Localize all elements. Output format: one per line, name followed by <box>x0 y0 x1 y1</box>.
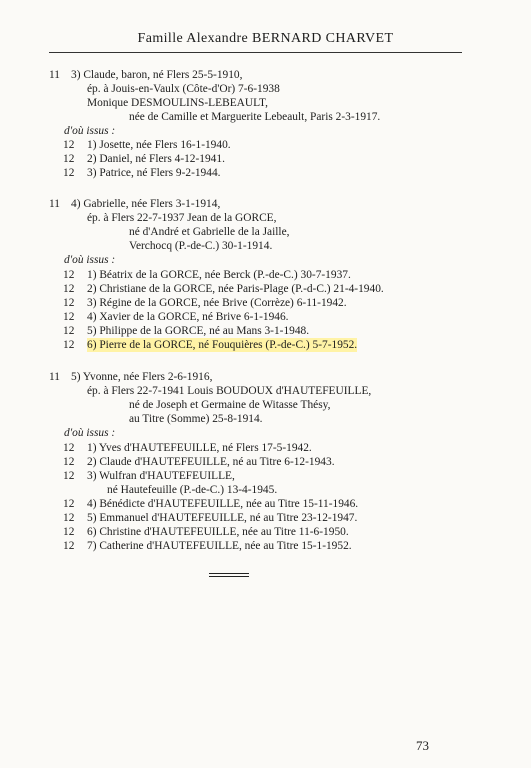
entry-line: au Titre (Somme) 25-8-1914. <box>129 413 263 425</box>
issus-label: d'où issus : <box>64 427 116 439</box>
generation-number: 12 <box>63 498 75 510</box>
child-entry: 2) Claude d'HAUTEFEUILLE, né au Titre 6-12-1943. <box>87 456 335 468</box>
entry-line: 4) Gabrielle, née Flers 3-1-1914, <box>71 198 221 210</box>
generation-number: 11 <box>49 69 60 81</box>
header-rule <box>49 52 462 53</box>
generation-number: 12 <box>63 283 75 295</box>
child-entry: 2) Daniel, né Flers 4-12-1941. <box>87 153 225 165</box>
generation-number: 12 <box>63 311 75 323</box>
generation-number: 12 <box>63 512 75 524</box>
child-entry: 4) Bénédicte d'HAUTEFEUILLE, née au Titre 15-11-1946. <box>87 498 359 510</box>
child-entry: 5) Emmanuel d'HAUTEFEUILLE, né au Titre 23-12-1947. <box>87 512 358 524</box>
highlighted-child-entry: 6) Pierre de la GORCE, né Fouquières (P.-de-C.) 5-7-1952. <box>87 339 358 351</box>
child-entry: 7) Catherine d'HAUTEFEUILLE, née au Titre 15-1-1952. <box>87 540 352 552</box>
generation-number: 12 <box>63 442 75 454</box>
entry-line: 3) Claude, baron, né Flers 25-5-1910, <box>71 69 243 81</box>
issus-label: d'où issus : <box>64 254 116 266</box>
child-entry: 1) Josette, née Flers 16-1-1940. <box>87 139 231 151</box>
child-entry: 1) Béatrix de la GORCE, née Berck (P.-de-C.) 30-7-1937. <box>87 269 351 281</box>
entry-line: 5) Yvonne, née Flers 2-6-1916, <box>71 371 213 383</box>
entry-line: ép. à Flers 22-7-1937 Jean de la GORCE, <box>87 212 277 224</box>
entry-line: Verchocq (P.-de-C.) 30-1-1914. <box>129 240 273 252</box>
child-entry: 6) Christine d'HAUTEFEUILLE, née au Titre 11-6-1950. <box>87 526 349 538</box>
generation-number: 12 <box>63 297 75 309</box>
page-header-title: Famille Alexandre BERNARD CHARVET <box>137 31 394 46</box>
child-entry: 4) Xavier de la GORCE, né Brive 6-1-1946. <box>87 311 289 323</box>
end-rule <box>209 573 249 574</box>
generation-number: 12 <box>63 456 75 468</box>
child-entry: 3) Régine de la GORCE, née Brive (Corrèze) 6-11-1942. <box>87 297 347 309</box>
entry-line: ép. à Jouis-en-Vaulx (Côte-d'Or) 7-6-1938 <box>87 83 280 95</box>
entry-line: ép. à Flers 22-7-1941 Louis BOUDOUX d'HAUTEFEUILLE, <box>87 385 372 397</box>
child-entry: 1) Yves d'HAUTEFEUILLE, né Flers 17-5-1942. <box>87 442 312 454</box>
entry-line: né de Joseph et Germaine de Witasse Thésy, <box>129 399 331 411</box>
generation-number: 12 <box>63 470 75 482</box>
generation-number: 12 <box>63 339 75 351</box>
generation-number: 12 <box>63 540 75 552</box>
entry-line: né d'André et Gabrielle de la Jaille, <box>129 226 290 238</box>
entry-line: née de Camille et Marguerite Lebeault, Paris 2-3-1917. <box>129 111 381 123</box>
generation-number: 12 <box>63 526 75 538</box>
child-entry: 5) Philippe de la GORCE, né au Mans 3-1-1948. <box>87 325 310 337</box>
page-number: 73 <box>416 738 429 753</box>
child-entry: né Hautefeuille (P.-de-C.) 13-4-1945. <box>107 484 278 496</box>
end-rule <box>209 576 249 577</box>
generation-number: 12 <box>63 325 75 337</box>
generation-number: 11 <box>49 371 60 383</box>
generation-number: 12 <box>63 167 75 179</box>
generation-number: 12 <box>63 269 75 281</box>
issus-label: d'où issus : <box>64 125 116 137</box>
generation-number: 12 <box>63 153 75 165</box>
child-entry: 3) Patrice, né Flers 9-2-1944. <box>87 167 221 179</box>
child-entry: 2) Christiane de la GORCE, née Paris-Plage (P.-d-C.) 21-4-1940. <box>87 283 384 295</box>
generation-number: 11 <box>49 198 60 210</box>
child-entry: 3) Wulfran d'HAUTEFEUILLE, <box>87 470 235 482</box>
generation-number: 12 <box>63 139 75 151</box>
entry-line: Monique DESMOULINS-LEBEAULT, <box>87 97 268 109</box>
